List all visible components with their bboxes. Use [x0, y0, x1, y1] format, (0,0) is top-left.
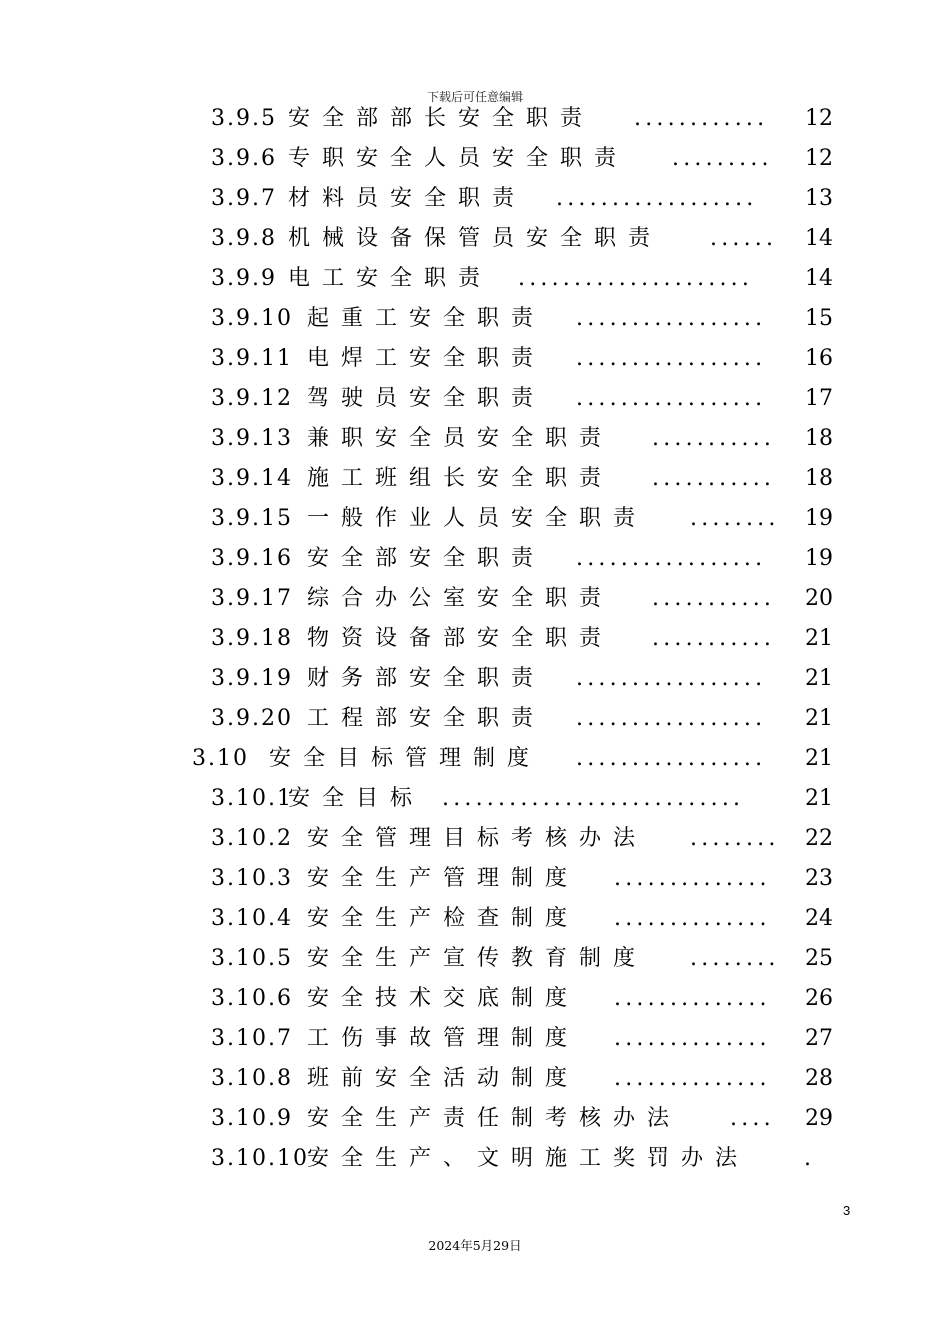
- toc-entry-leader: ......: [710, 226, 778, 251]
- toc-entry-page: 14: [805, 226, 833, 251]
- toc-entry: [0, 139, 950, 179]
- toc-entry-title: 财务部安全职责: [307, 666, 546, 691]
- toc-entry-leader: ....: [730, 1106, 775, 1131]
- toc-entry-leader: ...........................: [442, 786, 745, 811]
- toc-entry-leader: .................: [576, 666, 767, 691]
- toc-entry-leader: ...........: [652, 586, 776, 611]
- toc-entry-leader: .................: [576, 746, 767, 771]
- toc-entry-title: 安全目标: [288, 786, 425, 811]
- toc-entry-title: 兼职安全员安全职责: [307, 426, 614, 451]
- toc-entry-page: 29: [805, 1106, 833, 1131]
- toc-entry-leader: .................: [576, 386, 767, 411]
- toc-entry-page: 22: [805, 826, 833, 851]
- toc-entry-number: 3.9.8: [211, 226, 277, 251]
- toc-entry-number: 3.9.18: [211, 626, 293, 651]
- toc-entry-leader: ...........: [652, 466, 776, 491]
- toc-entry-number: 3.10.10: [211, 1146, 309, 1171]
- toc-entry-page: 21: [805, 626, 833, 651]
- toc-entry: [0, 899, 950, 939]
- toc-entry: [0, 499, 950, 539]
- toc-entry-number: 3.9.19: [211, 666, 293, 691]
- toc-entry: [0, 1139, 950, 1179]
- toc-entry: [0, 1099, 950, 1139]
- toc-entry-number: 3.9.7: [211, 186, 277, 211]
- toc-entry: [0, 579, 950, 619]
- toc-entry-number: 3.9.15: [211, 506, 293, 531]
- toc-entry: [0, 659, 950, 699]
- toc-entry-number: 3.10.8: [211, 1066, 293, 1091]
- toc-entry-page: 19: [805, 506, 833, 531]
- toc-entry: [0, 459, 950, 499]
- toc-entry-leader: ..............: [614, 906, 771, 931]
- toc-entry-page: 12: [805, 146, 833, 171]
- toc-entry-number: 3.10.6: [211, 986, 293, 1011]
- toc-entry-title: 安全生产检查制度: [307, 906, 580, 931]
- toc-entry: [0, 219, 950, 259]
- toc-entry-number: 3.10.2: [211, 826, 293, 851]
- toc-entry-page: 19: [805, 546, 833, 571]
- toc-entry-title: 安全部部长安全职责: [288, 106, 595, 131]
- toc-entry-leader: ..............: [614, 1026, 771, 1051]
- toc-entry-title: 工伤事故管理制度: [307, 1026, 580, 1051]
- toc-entry-page: 16: [805, 346, 833, 371]
- toc-entry-title: 安全生产责任制考核办法: [307, 1106, 682, 1131]
- toc-entry-title: 安全生产、文明施工奖罚办法: [307, 1146, 750, 1171]
- toc-entry-leader: ..............: [614, 1066, 771, 1091]
- toc-entry-page: 18: [805, 466, 833, 491]
- toc-entry-number: 3.10: [192, 746, 249, 771]
- toc-entry: [0, 99, 950, 139]
- toc-entry-title: 班前安全活动制度: [307, 1066, 580, 1091]
- toc-entry-leader: ........: [690, 506, 780, 531]
- toc-entry-number: 3.10.3: [211, 866, 293, 891]
- toc-entry-page: 25: [805, 946, 833, 971]
- toc-entry-leader: .................: [576, 706, 767, 731]
- toc-entry-title: 安全管理目标考核办法: [307, 826, 648, 851]
- toc-entry-number: 3.9.13: [211, 426, 293, 451]
- toc-entry-number: 3.10.4: [211, 906, 293, 931]
- toc-entry-title: 安全技术交底制度: [307, 986, 580, 1011]
- toc-entry-title: 工程部安全职责: [307, 706, 546, 731]
- page-number: 3: [843, 1203, 851, 1218]
- toc-entry-number: 3.9.16: [211, 546, 293, 571]
- toc-entry-leader: ........: [690, 826, 780, 851]
- toc-entry-number: 3.10.1: [211, 786, 293, 811]
- toc-entry-title: 安全部安全职责: [307, 546, 546, 571]
- footer-date: 2024年5月29日: [428, 1238, 522, 1253]
- toc-entry-title: 专职安全人员安全职责: [288, 146, 629, 171]
- toc-entry-title: 施工班组长安全职责: [307, 466, 614, 491]
- toc-entry-leader: .................: [576, 306, 767, 331]
- toc-entry-number: 3.9.9: [211, 266, 277, 291]
- toc-entry-page: 27: [805, 1026, 833, 1051]
- toc-entry: [0, 259, 950, 299]
- toc-entry: [0, 419, 950, 459]
- toc-entry: [0, 779, 950, 819]
- toc-entry-number: 3.9.10: [211, 306, 293, 331]
- toc-entry-number: 3.9.14: [211, 466, 293, 491]
- toc-entry-title: 电焊工安全职责: [307, 346, 546, 371]
- toc-entry-leader: .: [804, 1146, 816, 1171]
- toc-entry-leader: ............: [634, 106, 769, 131]
- toc-entry-title: 驾驶员安全职责: [307, 386, 546, 411]
- toc-entry-number: 3.9.17: [211, 586, 293, 611]
- page-header: 下载后可任意编辑: [426, 90, 523, 104]
- toc-entry-leader: ..............: [614, 986, 771, 1011]
- toc-entry-number: 3.9.6: [211, 146, 277, 171]
- toc-entry: [0, 979, 950, 1019]
- toc-entry-page: 14: [805, 266, 833, 291]
- toc-entry-number: 3.10.7: [211, 1026, 293, 1051]
- toc-entry-number: 3.10.9: [211, 1106, 293, 1131]
- toc-entry-leader: .....................: [518, 266, 754, 291]
- toc-entry: [0, 179, 950, 219]
- toc-entry-page: 17: [805, 386, 833, 411]
- toc-entry: [0, 739, 950, 779]
- toc-entry-leader: ..................: [556, 186, 758, 211]
- toc-entry-page: 15: [805, 306, 833, 331]
- toc-entry-page: 21: [805, 746, 833, 771]
- toc-entry-number: 3.10.5: [211, 946, 293, 971]
- toc-entry-page: 20: [805, 586, 833, 611]
- toc-entry-page: 23: [805, 866, 833, 891]
- toc-entry-leader: .........: [672, 146, 773, 171]
- toc-entry-title: 安全目标管理制度: [269, 746, 542, 771]
- toc-entry-title: 起重工安全职责: [307, 306, 546, 331]
- toc-entry: [0, 1059, 950, 1099]
- toc-entry: [0, 819, 950, 859]
- toc-entry-leader: ...........: [652, 426, 776, 451]
- toc-entry-page: 12: [805, 106, 833, 131]
- toc-entry: [0, 619, 950, 659]
- toc-entry: [0, 339, 950, 379]
- toc-entry: [0, 539, 950, 579]
- table-of-contents: [0, 99, 950, 1189]
- toc-entry-number: 3.9.5: [211, 106, 277, 131]
- toc-entry-title: 机械设备保管员安全职责: [288, 226, 663, 251]
- toc-entry: [0, 859, 950, 899]
- toc-entry-page: 18: [805, 426, 833, 451]
- toc-entry: [0, 699, 950, 739]
- toc-entry-page: 26: [805, 986, 833, 1011]
- toc-entry-page: 21: [805, 666, 833, 691]
- toc-entry: [0, 299, 950, 339]
- toc-entry-number: 3.9.12: [211, 386, 293, 411]
- toc-entry-title: 物资设备部安全职责: [307, 626, 614, 651]
- toc-entry-leader: ........: [690, 946, 780, 971]
- toc-entry-title: 安全生产管理制度: [307, 866, 580, 891]
- toc-entry-number: 3.9.20: [211, 706, 293, 731]
- toc-entry-number: 3.9.11: [211, 346, 293, 371]
- toc-entry-leader: .................: [576, 546, 767, 571]
- toc-entry-title: 安全生产宣传教育制度: [307, 946, 648, 971]
- toc-entry-page: 13: [805, 186, 833, 211]
- toc-entry-leader: .................: [576, 346, 767, 371]
- toc-entry: [0, 1019, 950, 1059]
- toc-entry-leader: ...........: [652, 626, 776, 651]
- toc-entry-page: 21: [805, 786, 833, 811]
- toc-entry-title: 材料员安全职责: [288, 186, 527, 211]
- toc-entry-page: 24: [805, 906, 833, 931]
- toc-entry-page: 28: [805, 1066, 833, 1091]
- toc-entry-leader: ..............: [614, 866, 771, 891]
- toc-entry-title: 综合办公室安全职责: [307, 586, 614, 611]
- toc-entry-page: 21: [805, 706, 833, 731]
- toc-entry: [0, 379, 950, 419]
- toc-entry-title: 电工安全职责: [288, 266, 493, 291]
- toc-entry: [0, 939, 950, 979]
- toc-entry-title: 一般作业人员安全职责: [307, 506, 648, 531]
